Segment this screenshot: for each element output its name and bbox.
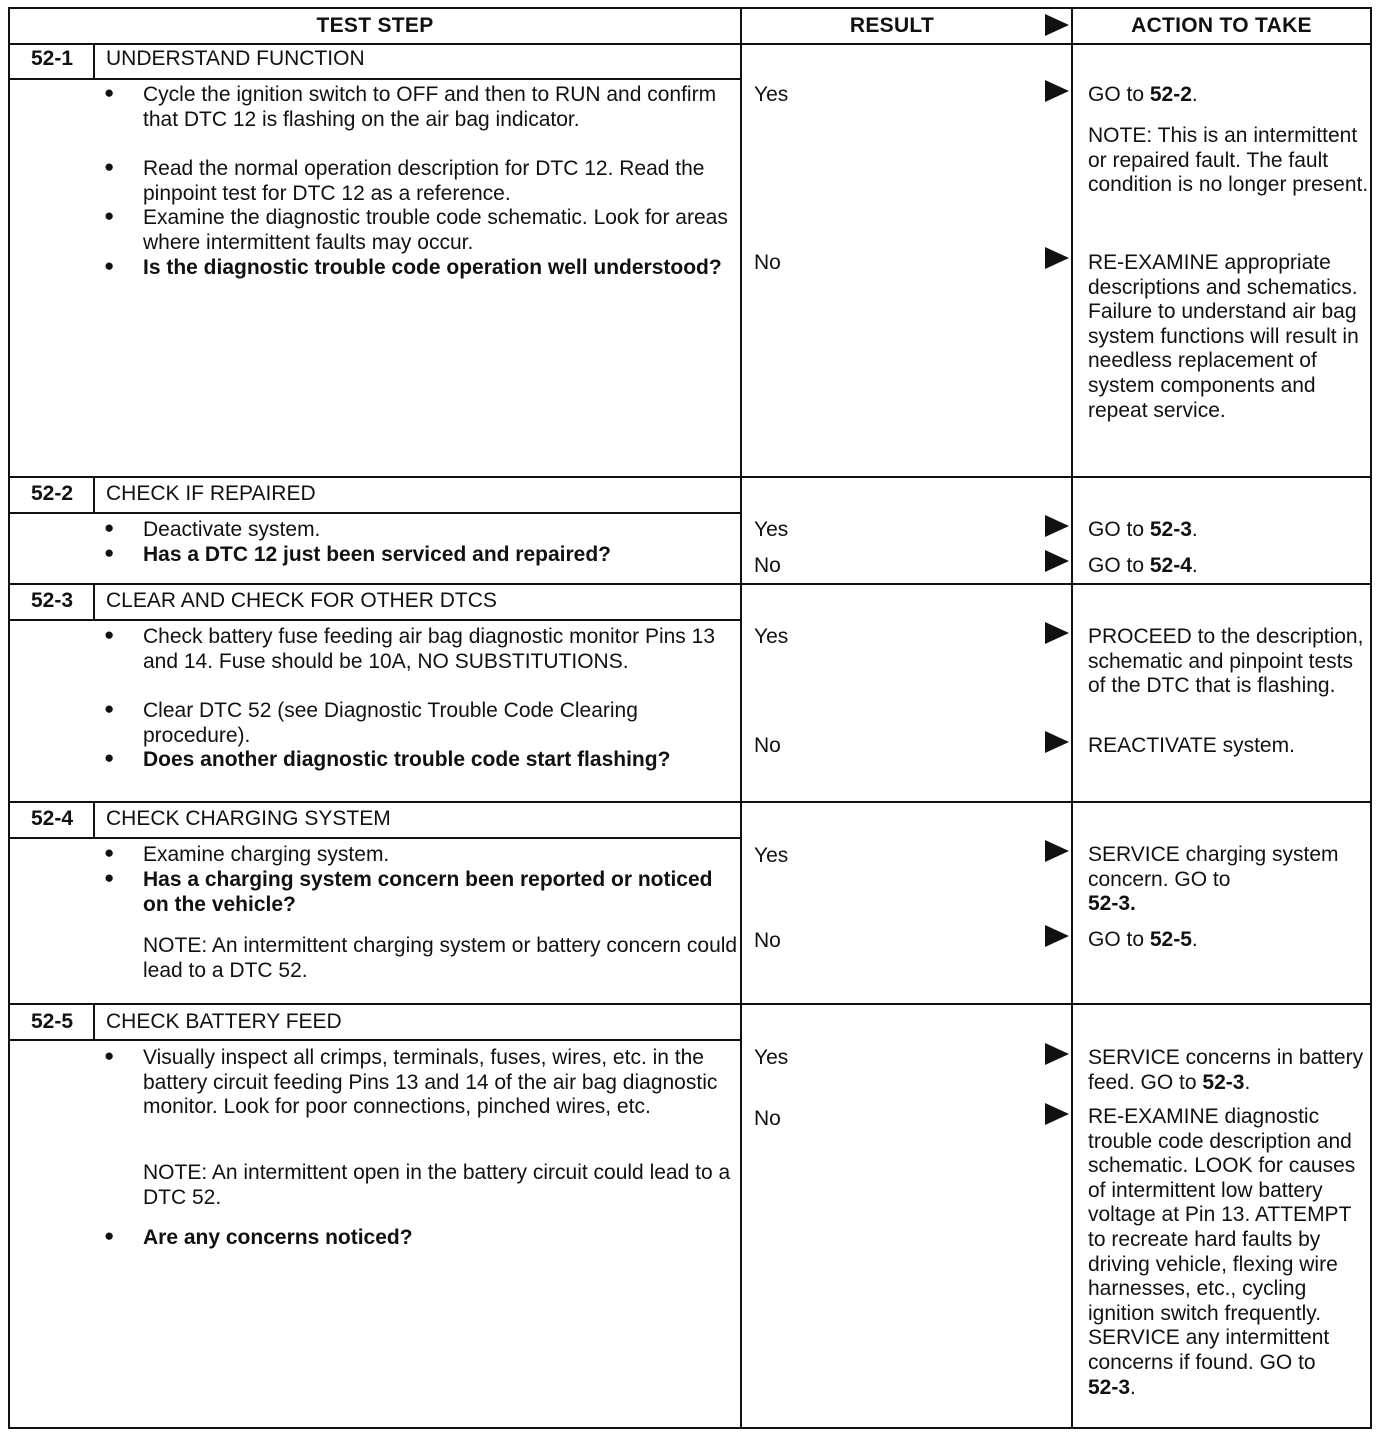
arrow-icon: [1045, 1043, 1069, 1065]
bullet-icon: ●: [104, 206, 115, 225]
step-instruction: Visually inspect all crimps, terminals, fuses, wires, etc. in the battery circuit feeding Pins 13 and 14 of the air bag diagnostic monitor. Look for poor connections, pinched wires, etc.: [143, 1046, 718, 1119]
column-divider-action: [1071, 7, 1073, 1429]
step-id: 52-2: [30, 482, 74, 505]
step-title: CLEAR AND CHECK FOR OTHER DTCS: [106, 589, 497, 612]
step-title-underline: [8, 837, 741, 839]
step-id: 52-1: [30, 47, 74, 70]
bullet-icon: ●: [104, 256, 115, 275]
bullet-icon: ●: [104, 868, 115, 887]
arrow-icon: [1045, 840, 1069, 862]
step-instruction: Cycle the ignition switch to OFF and then to RUN and confirm that DTC 12 is flashing on the air bag indicator.: [143, 83, 717, 131]
arrow-icon: [1045, 731, 1069, 753]
step-instruction: Deactivate system.: [143, 518, 321, 541]
arrow-icon: [1045, 550, 1069, 572]
step-note: NOTE: An intermittent charging system or battery concern could lead to a DTC 52.: [143, 934, 738, 982]
step-title-underline: [8, 512, 741, 514]
step-title: UNDERSTAND FUNCTION: [106, 47, 365, 70]
step-question: Does another diagnostic trouble code start flashing?: [143, 748, 671, 771]
result-no: No: [754, 554, 781, 577]
column-divider-result: [740, 7, 742, 1429]
step-instruction: Examine the diagnostic trouble code schematic. Look for areas where intermittent faults may occur.: [143, 206, 728, 254]
step-question: Has a charging system concern been reported or noticed on the vehicle?: [143, 868, 713, 916]
result-no: No: [754, 929, 781, 952]
result-yes: Yes: [754, 1046, 789, 1069]
bullet-icon: ●: [104, 843, 115, 862]
action-text: PROCEED to the description, schematic and pinpoint tests of the DTC that is flashing.: [1088, 625, 1364, 698]
action-text: SERVICE charging system concern. GO to 52-3.: [1088, 843, 1339, 916]
step-instruction: Read the normal operation description for DTC 12. Read the pinpoint test for DTC 12 as a reference.: [143, 157, 705, 205]
action-goto: GO to 52-3.: [1088, 518, 1198, 541]
result-no: No: [754, 1107, 781, 1130]
header-action: ACTION TO TAKE: [1131, 14, 1312, 37]
step-title-underline: [8, 619, 741, 621]
step-question: Is the diagnostic trouble code operation well understood?: [143, 256, 722, 279]
header-result: RESULT: [849, 14, 935, 37]
step-question: Has a DTC 12 just been serviced and repaired?: [143, 543, 612, 566]
arrow-icon: [1045, 515, 1069, 537]
step-id: 52-3: [30, 589, 74, 612]
bullet-icon: ●: [104, 1046, 115, 1065]
action-note: NOTE: This is an intermittent or repaired fault. The fault condition is no longer present.: [1088, 124, 1369, 197]
bullet-icon: ●: [104, 1226, 115, 1245]
step-instruction: Clear DTC 52 (see Diagnostic Trouble Code Clearing procedure).: [143, 699, 638, 747]
step-id: 52-4: [30, 807, 74, 830]
bullet-icon: ●: [104, 625, 115, 644]
step-separator: [8, 583, 1372, 585]
result-yes: Yes: [754, 83, 789, 106]
bullet-icon: ●: [104, 518, 115, 537]
result-yes: Yes: [754, 844, 789, 867]
result-yes: Yes: [754, 518, 789, 541]
step-title: CHECK CHARGING SYSTEM: [106, 807, 391, 830]
step-question: Are any concerns noticed?: [143, 1226, 413, 1249]
step-title-underline: [8, 78, 741, 80]
action-goto: GO to 52-5.: [1088, 928, 1198, 951]
arrow-icon: [1045, 80, 1069, 102]
table-border-bottom: [8, 1427, 1372, 1429]
step-instruction: Examine charging system.: [143, 843, 390, 866]
action-text: RE-EXAMINE diagnostic trouble code description and schematic. LOOK for causes of intermittent low battery voltage at Pin 13. ATTEMPT to recreate hard faults by driving vehicle, flexing wire harnesses, etc., cycling ignition switch frequently. SERVICE any intermittent concerns if found. GO to 52-3.: [1088, 1105, 1356, 1399]
bullet-icon: ●: [104, 543, 115, 562]
header-arrow-icon: [1045, 14, 1069, 36]
action-text: SERVICE concerns in battery feed. GO to 52-3.: [1088, 1046, 1364, 1094]
result-no: No: [754, 734, 781, 757]
step-separator: [8, 476, 1372, 478]
action-text: REACTIVATE system.: [1088, 734, 1295, 757]
action-text: RE-EXAMINE appropriate descriptions and schematics. Failure to understand air bag system functions will result in needless replacement of system components and repeat service.: [1088, 251, 1359, 422]
action-goto: GO to 52-4.: [1088, 554, 1198, 577]
bullet-icon: ●: [104, 157, 115, 176]
arrow-icon: [1045, 925, 1069, 947]
bullet-icon: ●: [104, 83, 115, 102]
step-title: CHECK IF REPAIRED: [106, 482, 316, 505]
result-no: No: [754, 251, 781, 274]
table-border-left: [8, 7, 10, 1429]
step-title: CHECK BATTERY FEED: [106, 1010, 342, 1033]
step-instruction: Check battery fuse feeding air bag diagnostic monitor Pins 13 and 14. Fuse should be 10A, NO SUBSTITUTIONS.: [143, 625, 715, 673]
arrow-icon: [1045, 247, 1069, 269]
bullet-icon: ●: [104, 699, 115, 718]
step-separator: [8, 1003, 1372, 1005]
result-yes: Yes: [754, 625, 789, 648]
step-separator: [8, 801, 1372, 803]
step-note: NOTE: An intermittent open in the battery circuit could lead to a DTC 52.: [143, 1161, 731, 1209]
step-id: 52-5: [30, 1010, 74, 1033]
arrow-icon: [1045, 622, 1069, 644]
header-test-step: TEST STEP: [316, 14, 434, 37]
bullet-icon: ●: [104, 748, 115, 767]
action-goto: GO to 52-2.: [1088, 83, 1198, 106]
step-title-underline: [8, 1039, 741, 1041]
arrow-icon: [1045, 1103, 1069, 1125]
